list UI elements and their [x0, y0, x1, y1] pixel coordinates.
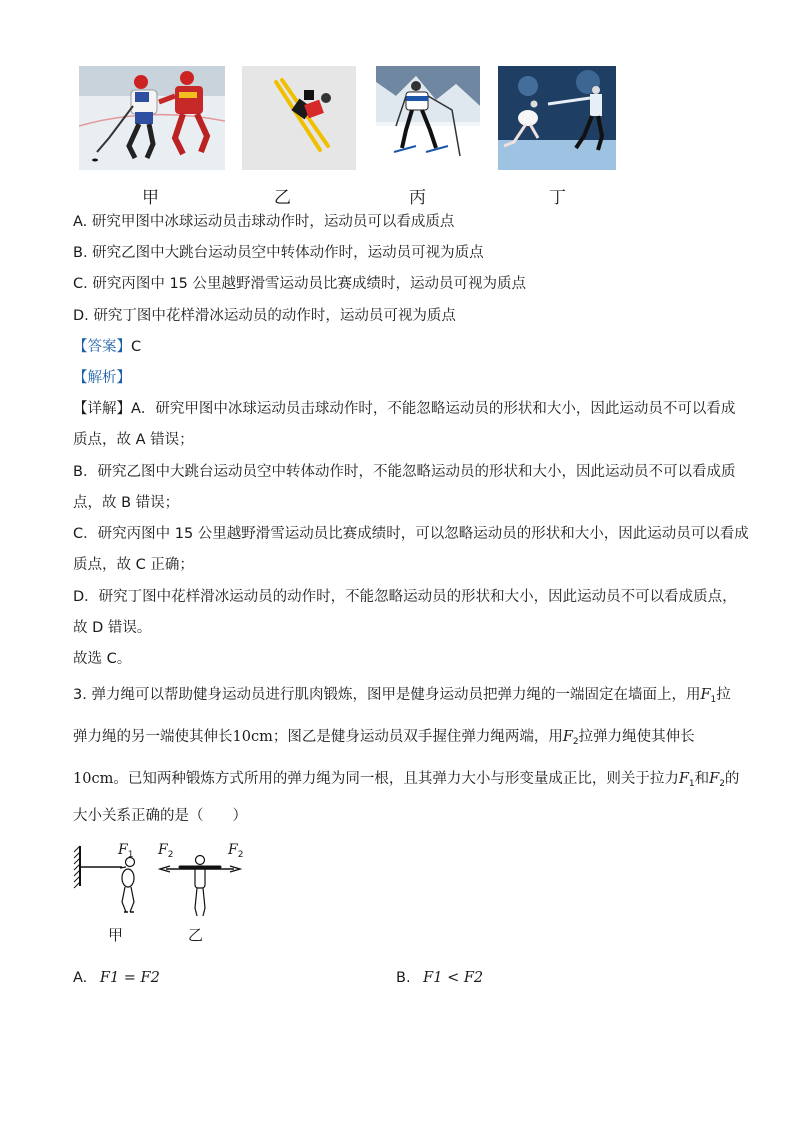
q3-line-1-text: 3. 弹力绳可以帮助健身运动员进行肌肉锻炼，图甲是健身运动员把弹力绳的一端固定在墙面上，用	[73, 687, 701, 703]
fig-f1-sub: 1	[127, 850, 134, 860]
q3-line-2-mid: ；图乙是健身运动员双手握住弹力绳两端，用	[272, 729, 563, 745]
q3-line-1	[73, 685, 731, 710]
q3-f1-sub-2: 1	[688, 779, 695, 789]
q3-line-4: 大小关系正确的是（ ）	[73, 808, 247, 824]
fig-f1-symbol: F	[118, 842, 128, 858]
photo-caption-yi: 乙	[274, 188, 291, 208]
q3-line-2-end: 拉弹力绳使其伸长	[578, 729, 695, 745]
q3-f1-symbol-2: F	[678, 771, 689, 787]
q3-option-b	[396, 968, 483, 988]
q3-option-b-label: B.	[396, 970, 411, 986]
q2-option-d: D. 研究丁图中花样滑冰运动员的动作时，运动员可视为质点	[73, 308, 456, 324]
q3-line-3-text: 。已知两种锻炼方式所用的弹力绳为同一根，且其弹力大小与形变量成正比，则关于拉力	[113, 771, 679, 787]
answer-value: C	[131, 339, 142, 355]
q3-line-1-end: 拉	[716, 687, 731, 703]
q3-line-3-unit: 10cm	[73, 771, 114, 787]
analysis-line-3: B．研究乙图中大跳台运动员空中转体动作时，不能忽略运动员的形状和大小，因此运动员不可以看成质	[73, 464, 736, 480]
q2-option-b: B. 研究乙图中大跳台运动员空中转体动作时，运动员可视为质点	[73, 245, 484, 261]
q3-option-a-expr: F1 = F2	[99, 970, 160, 986]
fig-f2-left-symbol: F	[158, 842, 168, 858]
analysis-line-7: D．研究丁图中花样滑冰运动员的动作时，不能忽略运动员的形状和大小，因此运动员不可以看成质点，	[73, 589, 737, 605]
analysis-line-5: C．研究丙图中 15 公里越野滑雪运动员比赛成绩时，可以忽略运动员的形状和大小，因此运动员可以看成	[73, 526, 749, 542]
fig-f2-left-sub: 2	[167, 850, 174, 860]
q3-line-2-unit: 10cm	[232, 729, 273, 745]
photo-caption-ding: 丁	[549, 188, 566, 208]
fig-label-jia: 甲	[108, 926, 124, 944]
analysis-line-4: 点，故 B 错误；	[73, 495, 180, 511]
photo-big-air	[242, 66, 356, 170]
q2-option-c: C. 研究丙图中 15 公里越野滑雪运动员比赛成绩时，运动员可视为质点	[73, 276, 527, 292]
q3-option-a	[73, 968, 160, 988]
q3-line-3-end: 的	[724, 771, 740, 787]
analysis-line-6: 质点，故 C 正确；	[73, 557, 194, 573]
photo-caption-bing: 丙	[409, 188, 426, 208]
fig-f2-right-label	[228, 842, 243, 860]
q3-line-2	[73, 727, 695, 752]
q3-line-2-text: 弹力绳的另一端使其伸长	[73, 729, 233, 745]
fig-f1-label	[118, 842, 133, 860]
q3-line-3	[73, 769, 739, 794]
q3-f2-sub: 2	[572, 737, 579, 747]
fig-f2-left-label	[158, 842, 173, 860]
analysis-tag: 【解析】	[73, 370, 131, 386]
photo-ice-hockey	[79, 66, 225, 170]
q3-line-3-and: 和	[694, 771, 710, 787]
analysis-line-8: 故 D 错误。	[73, 620, 152, 636]
fig-f2-right-sub: 2	[237, 850, 244, 860]
photo-caption-jia: 甲	[142, 188, 159, 208]
q3-option-a-label: A.	[73, 970, 88, 986]
analysis-line-2: 质点，故 A 错误；	[73, 432, 194, 448]
analysis-conclusion: 故选 C。	[73, 651, 132, 667]
q3-f2-sub-2: 2	[719, 779, 725, 789]
q2-option-a: A. 研究甲图中冰球运动员击球动作时，运动员可以看成质点	[73, 214, 455, 230]
answer-tag: 【答案】	[73, 339, 131, 355]
q3-option-b-expr: F1 < F2	[423, 970, 484, 986]
fig-f2-right-symbol: F	[228, 842, 238, 858]
q3-f1-symbol: F	[700, 687, 711, 703]
analysis-line-1: 【详解】A．研究甲图中冰球运动员击球动作时，不能忽略运动员的形状和大小，因此运动员不可以看成	[73, 401, 736, 417]
photo-figure-skating	[498, 66, 616, 170]
q3-figure	[70, 840, 250, 950]
answer-line	[73, 337, 141, 357]
q3-f2-symbol: F	[562, 729, 573, 745]
fig-label-yi: 乙	[188, 926, 204, 944]
q3-f1-sub: 1	[710, 695, 717, 705]
q3-f2-symbol-2: F	[709, 771, 720, 787]
photo-cross-country-ski	[376, 66, 480, 170]
